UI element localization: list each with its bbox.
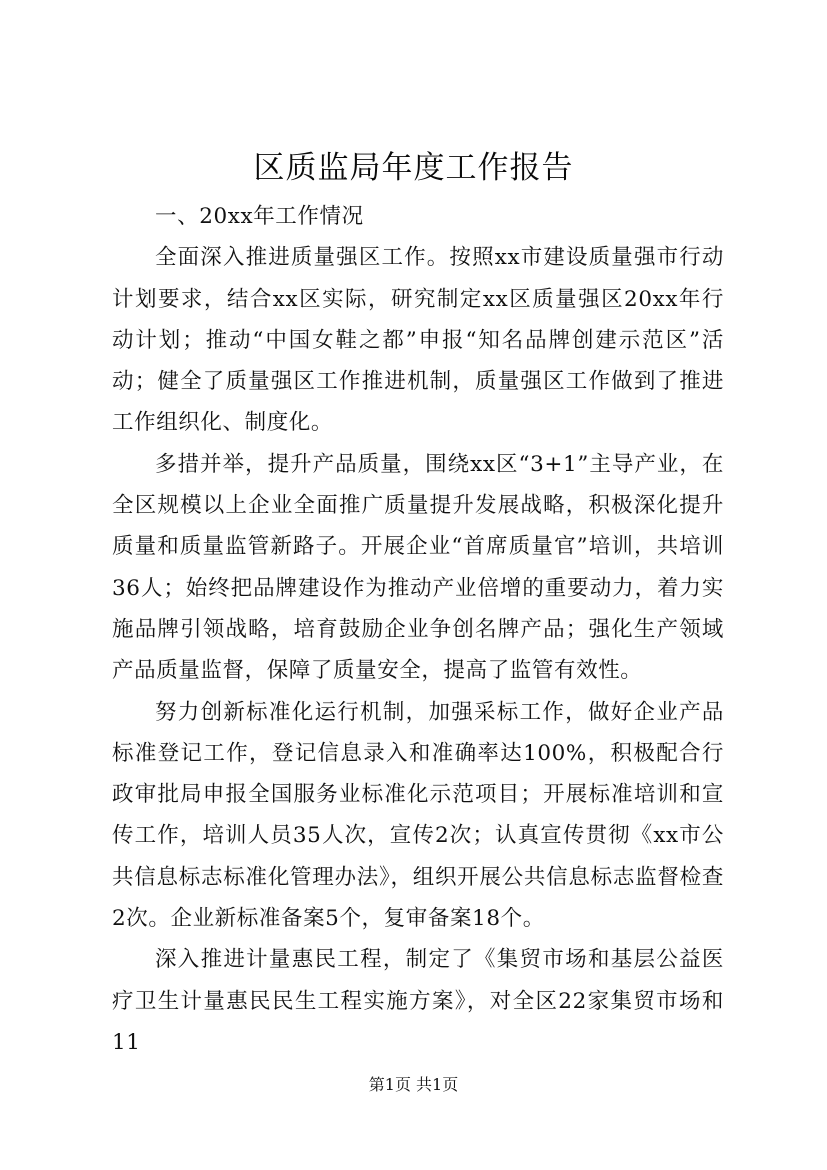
document-body	[112, 196, 724, 1063]
paragraph-metrology: 深入推进计量惠民工程，制定了《集贸市场和基层公益医疗卫生计量惠民民生工程实施方案》，对全区22家集贸市场和11	[112, 947, 724, 1055]
section-heading: 一、20xx年工作情况	[155, 204, 364, 229]
paragraph-product-quality: 多措并举，提升产品质量，围绕xx区“3+1”主导产业，在全区规模以上企业全面推广质量提升发展战略，积极深化提升质量和质量监管新路子。开展企业“首席质量官”培训，共培训36人；始终把品牌建设作为推动产业倍增的重要动力，着力实施品牌引领战略，培育鼓励企业争创名牌产品；强化生产领域产品质量监督，保障了质量安全，提高了监管有效性。	[112, 451, 724, 684]
paragraph-standardization: 努力创新标准化运行机制，加强采标工作，做好企业产品标准登记工作，登记信息录入和准确率达100%，积极配合行政审批局申报全国服务业标准化示范项目；开展标准培训和宣传工作，培训人员35人次，宣传2次；认真宣传贯彻《xx市公共信息标志标准化管理办法》，组织开展公共信息标志监督检查2次。企业新标准备案5个，复审备案18个。	[112, 699, 724, 932]
page-footer: 第1页 共1页	[368, 1075, 459, 1094]
paragraph-quality-strong-district: 全面深入推进质量强区工作。按照xx市建设质量强市行动计划要求，结合xx区实际，研究制定xx区质量强区20xx年行动计划；推动“中国女鞋之都”申报“知名品牌创建示范区”活动；健全了质量强区工作推进机制，质量强区工作做到了推进工作组织化、制度化。	[112, 245, 724, 436]
document-title: 区质监局年度工作报告	[253, 150, 574, 186]
